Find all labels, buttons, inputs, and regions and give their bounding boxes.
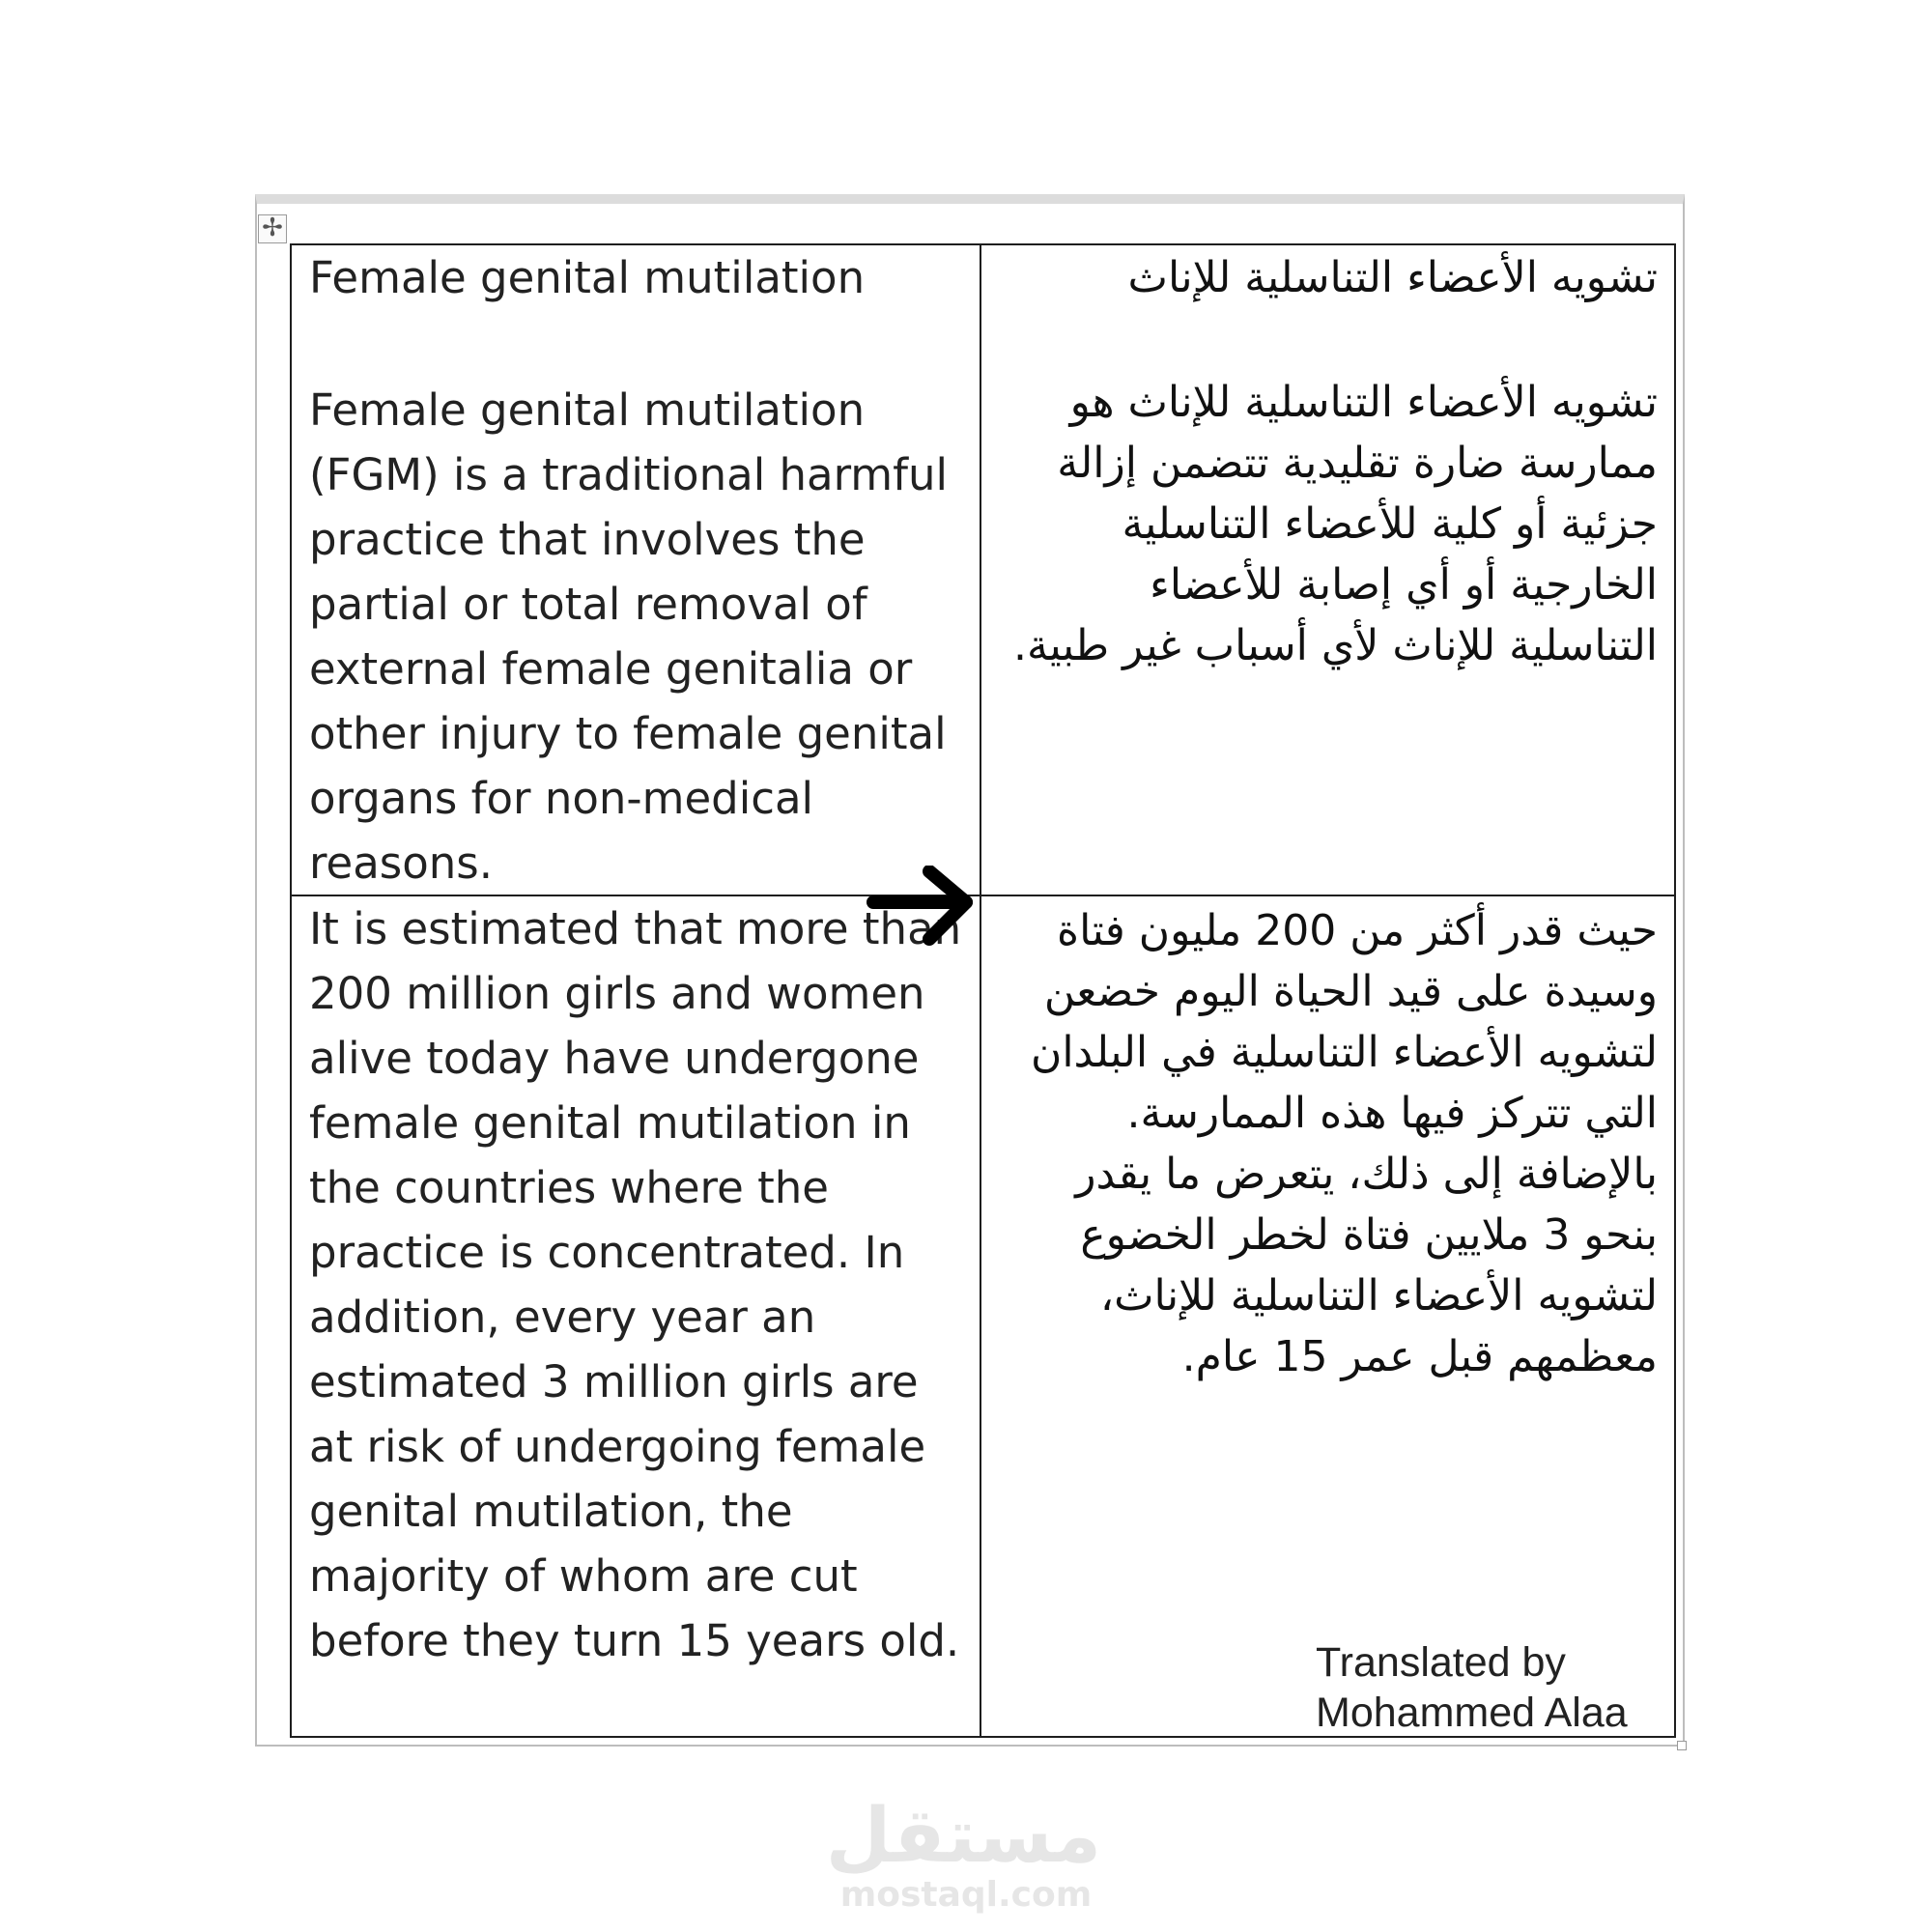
arabic-paragraph-1: تشويه الأعضاء التناسلية للإناث هو ممارسة ضارة تقليدية تتضمن إزالة جزئية أو كلية للأعضاء التناسلية الخارجية أو أي إصابة للأعضاء التناسلية للإناث لأي أسباب غير طبية. (1012, 378, 1658, 670)
arabic-title: تشويه الأعضاء التناسلية للإناث (1127, 253, 1658, 302)
paragraph-spacer (997, 308, 1658, 372)
english-paragraph-2: It is estimated that more than 200 million girls and women alive today have undergone female genital mutilation in the countries where the practice is concentrated. In addition, every year an estimated 3 million girls are at risk of undergoing female genital mutilation, the majority of whom are cut before they turn 15 years old. (309, 903, 962, 1666)
cell-row2-english (309, 896, 966, 1735)
cell-row1-english (309, 245, 966, 893)
table-border-right (1674, 243, 1676, 1738)
paragraph-spacer (309, 310, 966, 378)
translator-credit (1316, 1637, 1628, 1738)
move-icon[interactable]: ✢ (258, 214, 287, 243)
watermark-arabic: مستقل (825, 1793, 1101, 1880)
mostaql-watermark (825, 1793, 1101, 1915)
translation-table (290, 243, 1676, 1738)
watermark-domain: mostaql.com (839, 1875, 1093, 1915)
right-arrow-icon (866, 866, 981, 952)
cell-row2-arabic (997, 900, 1658, 1634)
cell-row1-arabic (997, 247, 1658, 893)
credit-line-2: Mohammed Alaa (1316, 1690, 1628, 1736)
table-border-left (290, 243, 292, 1738)
arabic-paragraph-2a: حيث قدر أكثر من 200 مليون فتاة وسيدة على قيد الحياة اليوم خضعن لتشويه الأعضاء التناسلية في البلدان التي تتركز فيها هذه الممارسة. (1031, 906, 1658, 1138)
arabic-paragraph-2b: بالإضافة إلى ذلك، يتعرض ما يقدر بنحو 3 ملايين فتاة لخطر الخضوع لتشويه الأعضاء التناسلية للإناث، معظمهم قبل عمر 15 عام. (1075, 1150, 1658, 1381)
credit-line-1: Translated by (1316, 1639, 1566, 1686)
english-paragraph-1: Female genital mutilation (FGM) is a traditional harmful practice that involves the partial or total removal of external female genitalia or other injury to female genital organs for non-medical reasons. (309, 384, 949, 889)
resize-handle[interactable] (1677, 1741, 1687, 1750)
table-column-divider (980, 243, 981, 1738)
english-title: Female genital mutilation (309, 252, 866, 303)
